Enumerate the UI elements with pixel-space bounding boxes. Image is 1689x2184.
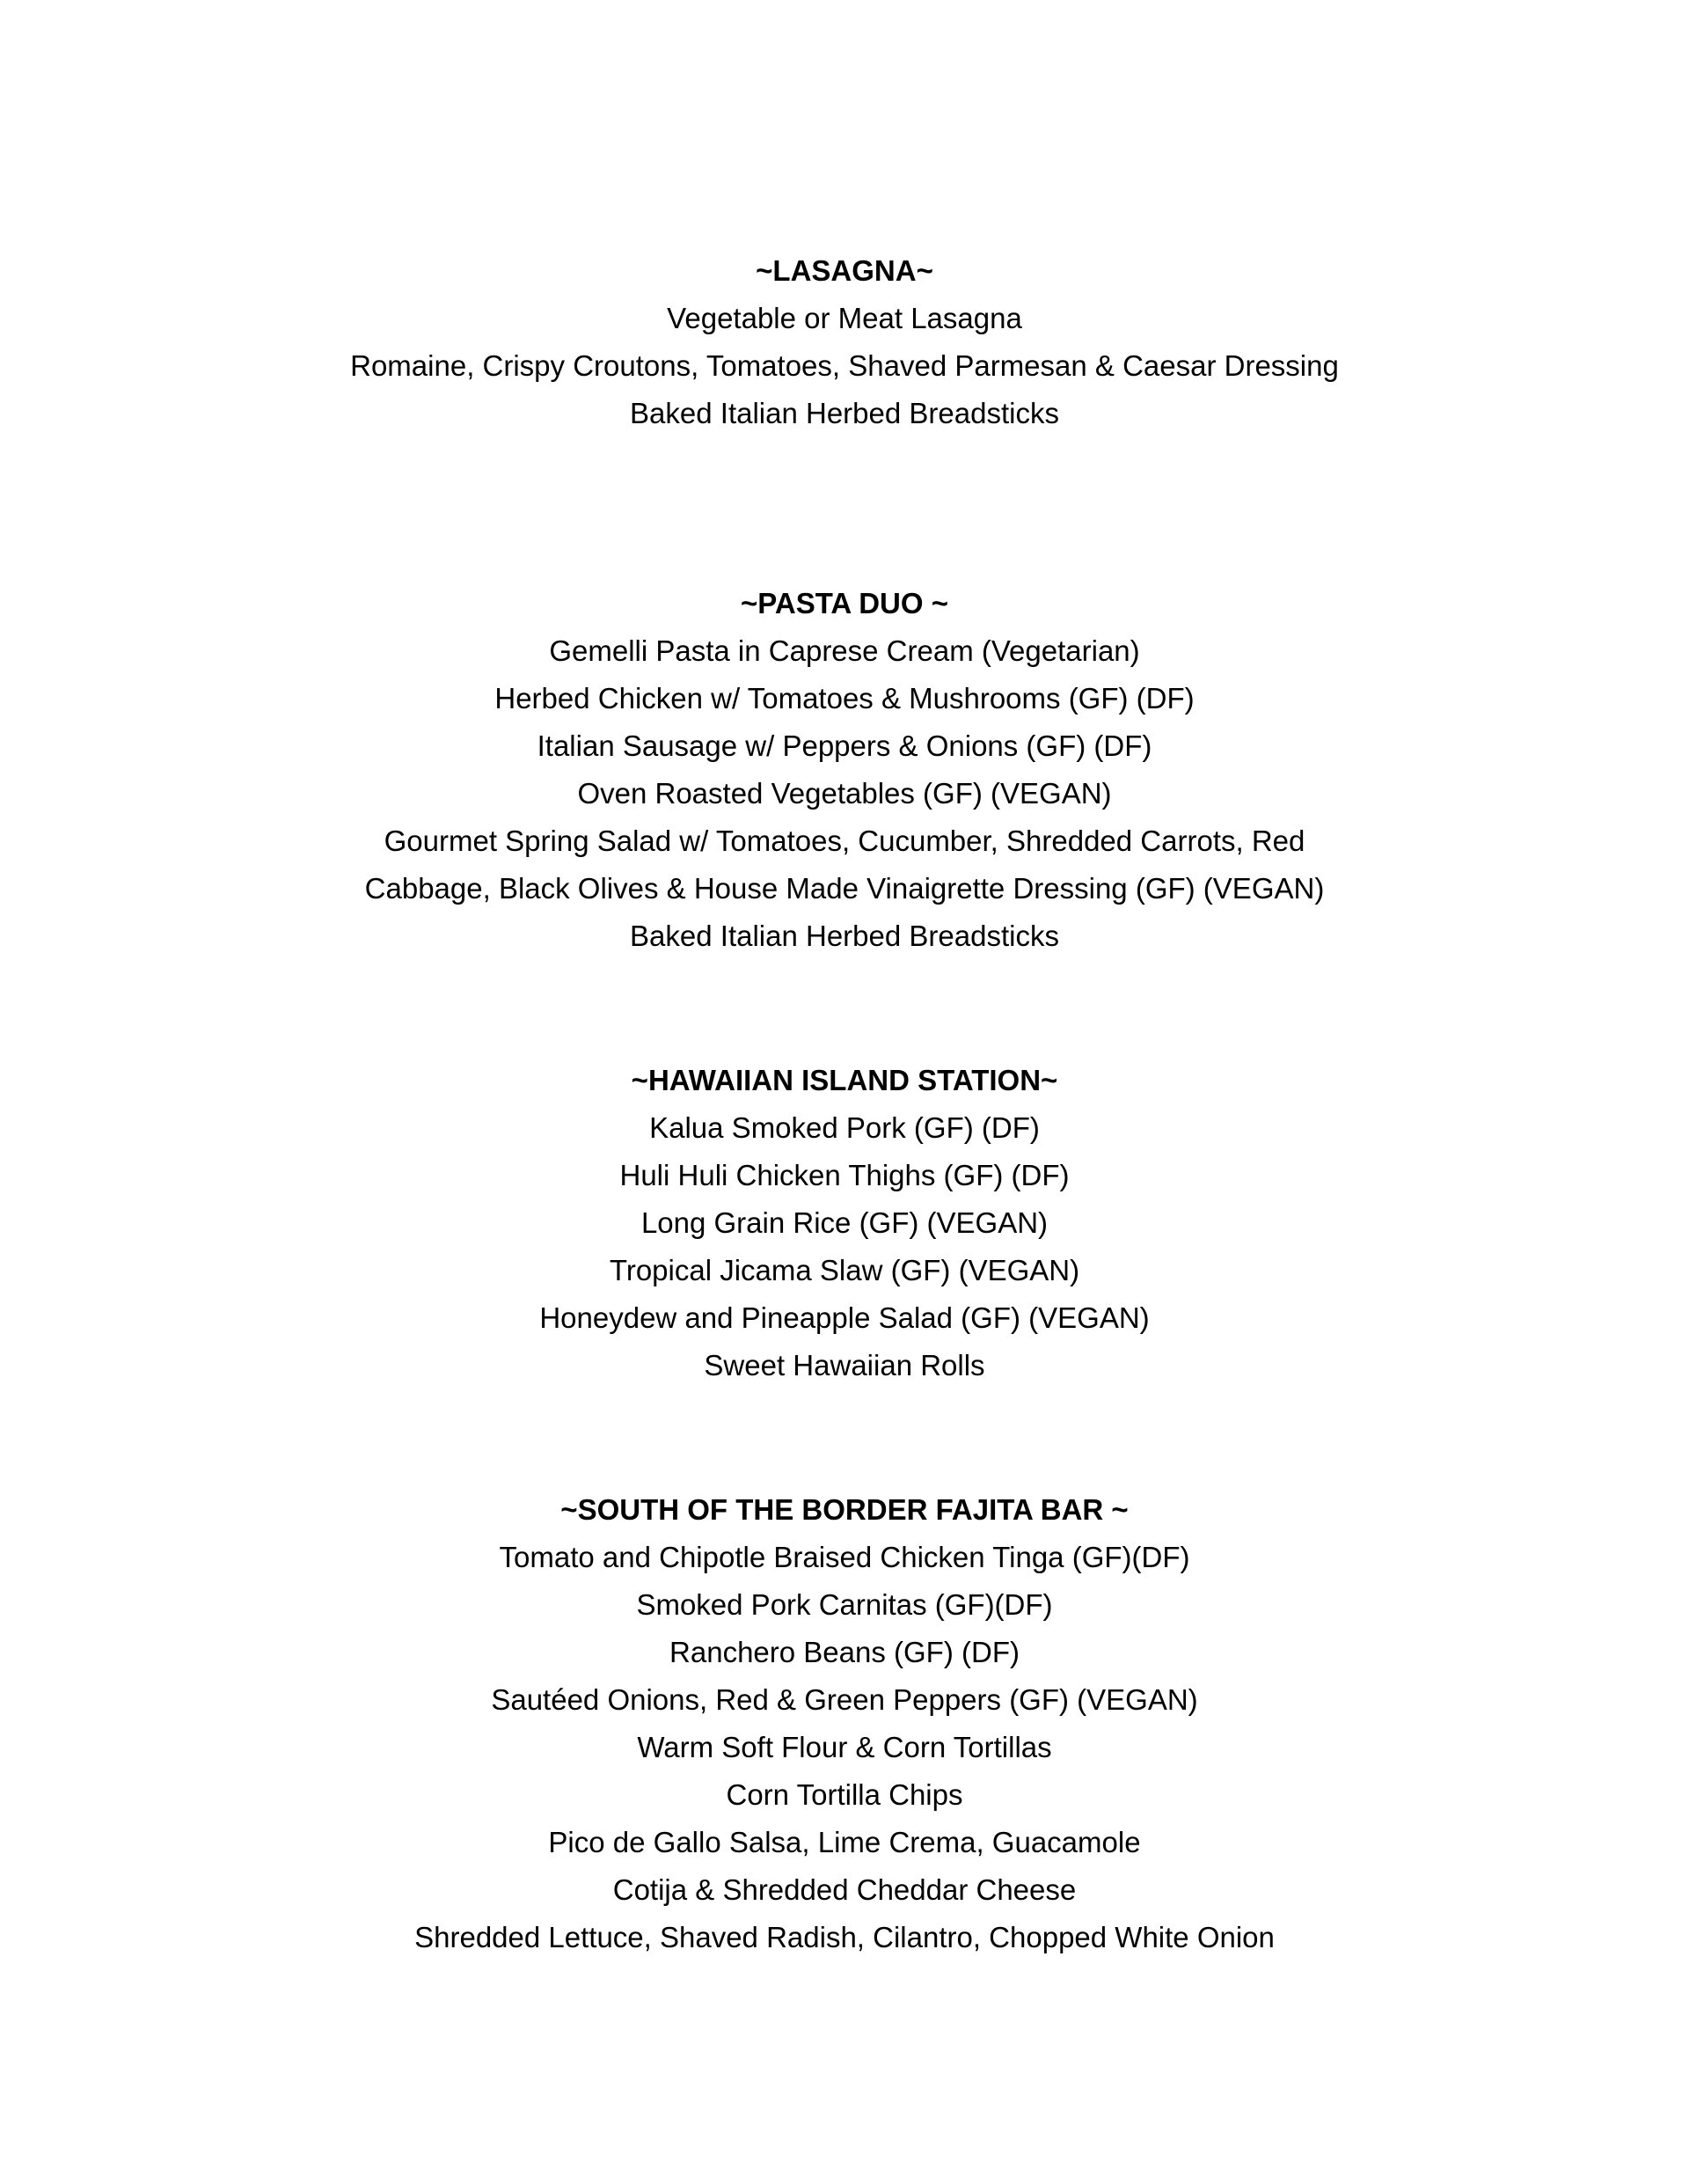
menu-section-hawaiian-island-station xyxy=(0,1057,1689,1389)
menu-item: Tomato and Chipotle Braised Chicken Tinga (GF)(DF) xyxy=(499,1541,1190,1573)
menu-item: Long Grain Rice (GF) (VEGAN) xyxy=(640,1206,1049,1239)
menu-item: Corn Tortilla Chips xyxy=(726,1778,963,1811)
menu-section-south-of-the-border-fajita-bar xyxy=(0,1486,1689,1961)
menu-item: Smoked Pork Carnitas (GF)(DF) xyxy=(636,1588,1053,1621)
menu-item: Sweet Hawaiian Rolls xyxy=(704,1349,985,1381)
menu-item: Gemelli Pasta in Caprese Cream (Vegetarian) xyxy=(549,634,1140,667)
menu-item: Shredded Lettuce, Shaved Radish, Cilantro, Chopped White Onion xyxy=(414,1921,1275,1953)
menu-item: Pico de Gallo Salsa, Lime Crema, Guacamole xyxy=(548,1826,1141,1858)
menu-item: Romaine, Crispy Croutons, Tomatoes, Shaved Parmesan & Caesar Dressing xyxy=(350,349,1339,382)
menu-item: Warm Soft Flour & Corn Tortillas xyxy=(637,1731,1052,1763)
section-title: ~PASTA DUO ~ xyxy=(741,587,948,619)
menu-item: Kalua Smoked Pork (GF) (DF) xyxy=(649,1111,1040,1144)
menu-item: Herbed Chicken w/ Tomatoes & Mushrooms (GF) (DF) xyxy=(494,682,1195,715)
menu-item: Sautéed Onions, Red & Green Peppers (GF) (VEGAN) xyxy=(491,1683,1198,1716)
menu-item: Gourmet Spring Salad w/ Tomatoes, Cucumber, Shredded Carrots, Red Cabbage, Black Olives & House Made Vinaigrette Dressing (GF) (VEGAN) xyxy=(364,824,1325,905)
menu-item: Ranchero Beans (GF) (DF) xyxy=(669,1636,1020,1668)
section-title: ~SOUTH OF THE BORDER FAJITA BAR ~ xyxy=(560,1493,1129,1526)
menu-item: Baked Italian Herbed Breadsticks xyxy=(630,920,1059,952)
menu-item: Honeydew and Pineapple Salad (GF) (VEGAN) xyxy=(539,1301,1150,1334)
section-title: ~LASAGNA~ xyxy=(756,254,933,287)
menu-section-lasagna xyxy=(0,247,1689,437)
menu-item: Huli Huli Chicken Thighs (GF) (DF) xyxy=(619,1159,1070,1191)
menu-item: Tropical Jicama Slaw (GF) (VEGAN) xyxy=(609,1254,1080,1286)
menu-item: Oven Roasted Vegetables (GF) (VEGAN) xyxy=(577,777,1112,810)
menu-section-pasta-duo xyxy=(0,580,1689,960)
menu-item: Italian Sausage w/ Peppers & Onions (GF) (DF) xyxy=(537,729,1152,762)
menu-item: Cotija & Shredded Cheddar Cheese xyxy=(612,1873,1077,1906)
menu-item: Vegetable or Meat Lasagna xyxy=(667,302,1022,334)
section-title: ~HAWAIIAN ISLAND STATION~ xyxy=(631,1064,1058,1096)
menu-item: Baked Italian Herbed Breadsticks xyxy=(630,397,1059,429)
